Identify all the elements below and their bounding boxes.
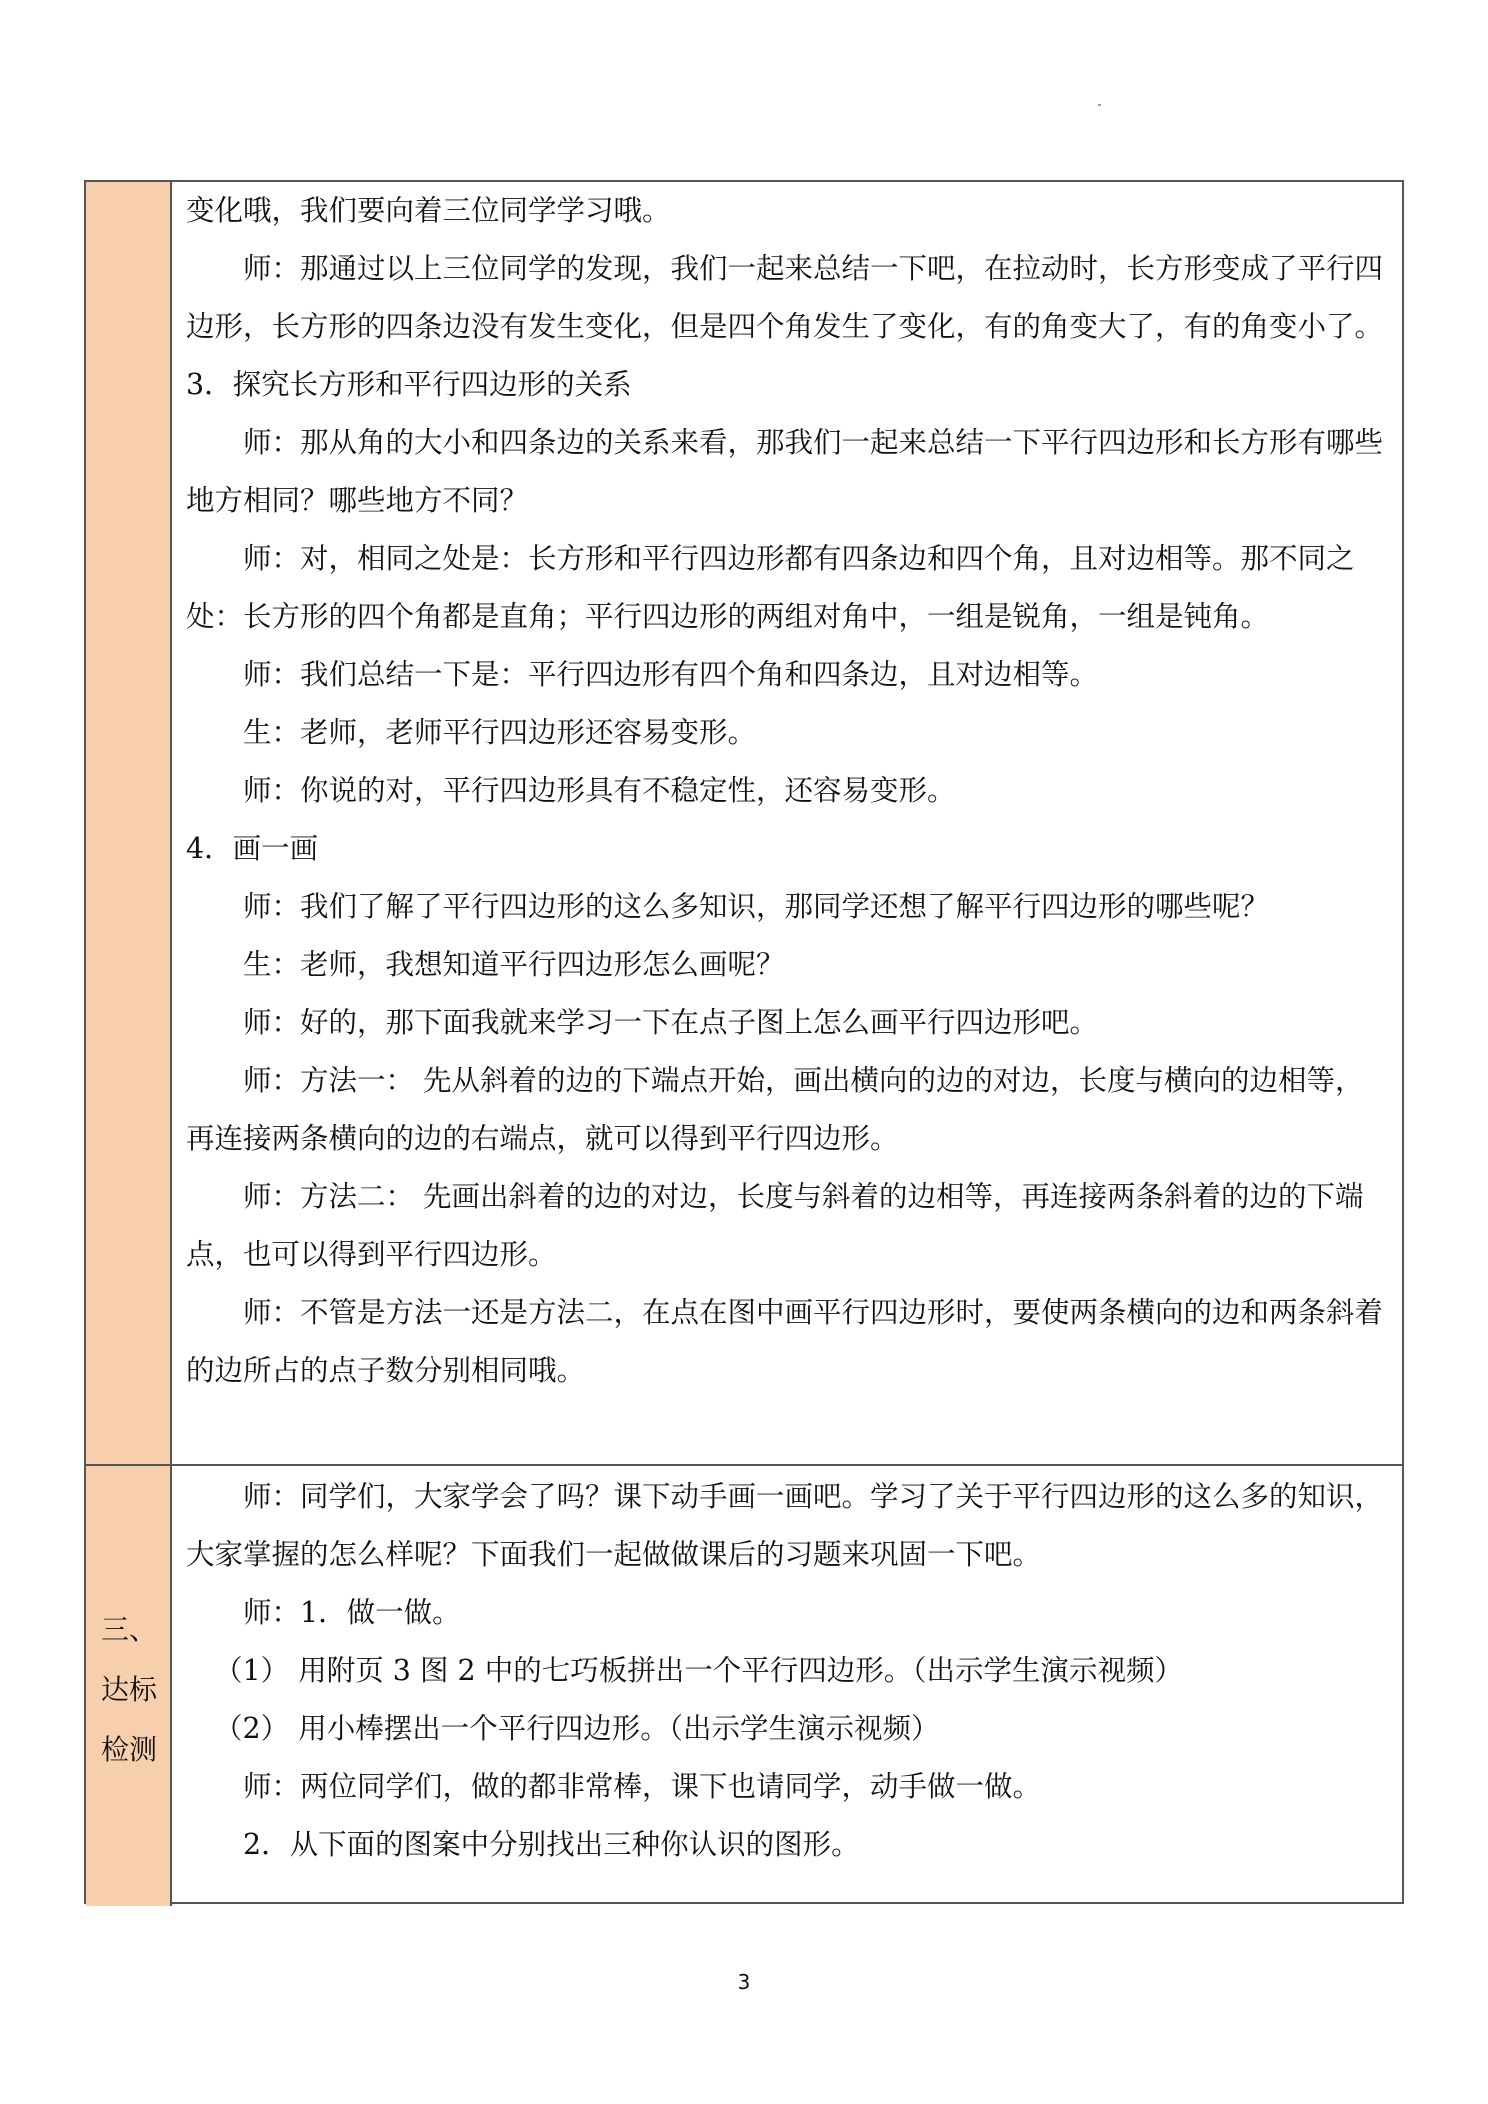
paragraph: 2．从下面的图案中分别找出三种你认识的图形。 — [243, 1828, 860, 1861]
paragraph: 师：方法一： 先从斜着的边的下端点开始，画出横向的边的对边，长度与横向的边相等，再连接两条横向的边的右端点，就可以得到平行四边形。 — [186, 1064, 1364, 1155]
paragraph: 师：我们了解了平行四边形的这么多知识，那同学还想了解平行四边形的哪些呢？ — [243, 890, 1270, 923]
paragraph: 师：1．做一做。 — [243, 1596, 461, 1629]
paragraph-heading: 4．画一画 — [186, 832, 319, 865]
paragraph-heading: 3．探究长方形和平行四边形的关系 — [186, 368, 632, 401]
content-cell — [186, 182, 1386, 1400]
paragraph: 师：同学们，大家学会了吗？课下动手画一画吧。学习了关于平行四边形的这么多的知识，大家掌握的怎么样呢？下面我们一起做做课后的习题来巩固一下吧。 — [186, 1480, 1384, 1571]
section-label-line: 检测 — [100, 1733, 157, 1766]
paragraph: 师：你说的对，平行四边形具有不稳定性，还容易变形。 — [243, 774, 956, 807]
paragraph: 师：我们总结一下是：平行四边形有四个角和四条边，且对边相等。 — [243, 658, 1099, 691]
section-label-cell — [86, 1466, 172, 1906]
paragraph-list-item: （2） 用小棒摆出一个平行四边形。（出示学生演示视频） — [214, 1712, 940, 1745]
paragraph: 生：老师，老师平行四边形还容易变形。 — [243, 716, 757, 749]
paragraph: 师：方法二： 先画出斜着的边的对边，长度与斜着的边相等，再连接两条斜着的边的下端点，也可以得到平行四边形。 — [186, 1180, 1364, 1271]
paragraph: 师：不管是方法一还是方法二，在点在图中画平行四边形时，要使两条横向的边和两条斜着的边所占的点子数分别相同哦。 — [186, 1296, 1384, 1387]
paragraph: 生：老师，我想知道平行四边形怎么画呢？ — [243, 948, 785, 981]
table-row-teaching-process — [86, 182, 1402, 1464]
paragraph: 师：那从角的大小和四条边的关系来看，那我们一起来总结一下平行四边形和长方形有哪些地方相同？哪些地方不同？ — [186, 426, 1384, 517]
paragraph-list-item: （1） 用附页 3 图 2 中的七巧板拼出一个平行四边形。（出示学生演示视频） — [214, 1654, 1183, 1687]
section-label-cell — [86, 182, 172, 1464]
section-label — [86, 1600, 172, 1780]
paragraph: 师：对，相同之处是：长方形和平行四边形都有四条边和四个角，且对边相等。那不同之处：长方形的四个角都是直角；平行四边形的两组对角中，一组是锐角，一组是钝角。 — [186, 542, 1355, 633]
table-row-assessment — [86, 1464, 1402, 1906]
paragraph: 变化哦，我们要向着三位同学学习哦。 — [186, 194, 671, 227]
section-label-line: 达标 — [100, 1673, 157, 1706]
content-cell — [186, 1468, 1386, 1874]
paragraph: 师：好的，那下面我就来学习一下在点子图上怎么画平行四边形吧。 — [243, 1006, 1099, 1039]
top-dot-mark — [1098, 104, 1101, 106]
section-label-line: 三、 — [100, 1613, 157, 1646]
paragraph: 师：两位同学们，做的都非常棒，课下也请同学，动手做一做。 — [243, 1770, 1042, 1803]
page-number: 3 — [737, 1970, 751, 1994]
paragraph: 师：那通过以上三位同学的发现，我们一起来总结一下吧，在拉动时，长方形变成了平行四边形，长方形的四条边没有发生变化，但是四个角发生了变化，有的角变大了，有的角变小了。 — [186, 252, 1384, 343]
lesson-table — [84, 180, 1404, 1904]
